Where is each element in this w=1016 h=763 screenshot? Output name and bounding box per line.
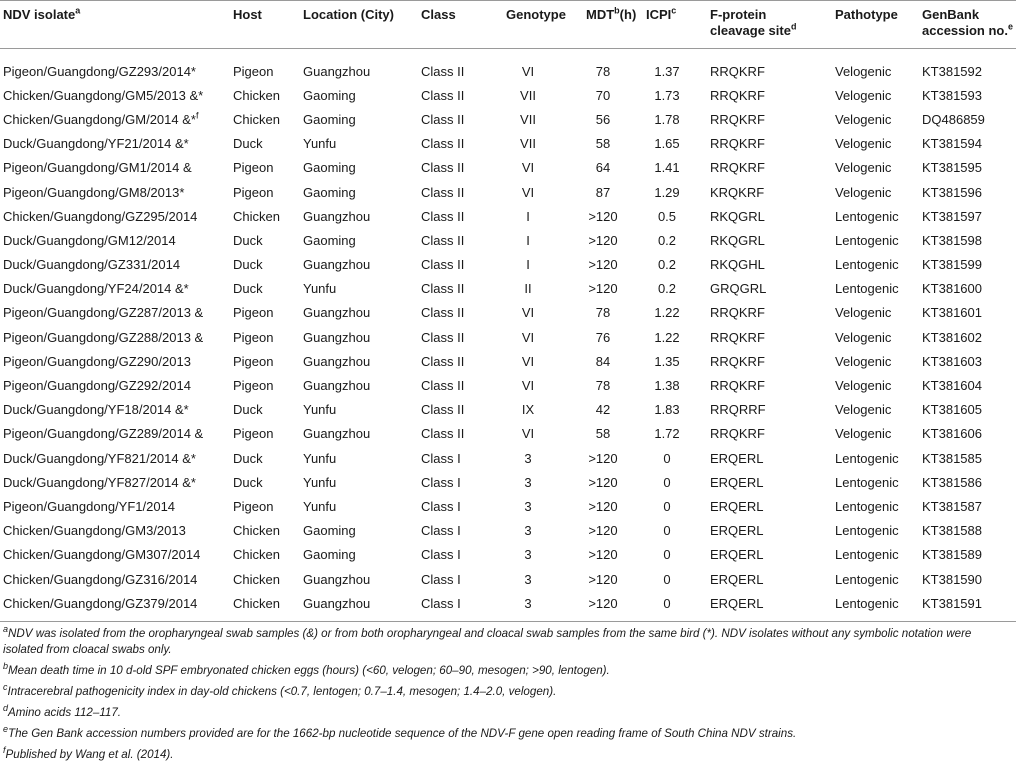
cell-icpi: 0 [663,547,671,563]
cell-class: Class I [421,450,461,466]
cell-cleavage-site: GRQGRL [710,281,767,297]
cell-pathotype: Velogenic [835,329,892,345]
cell-genbank: KT381600 [922,281,982,297]
table-row [0,277,1016,301]
cell-location: Guangzhou [303,426,371,442]
cell-mdt: 70 [595,87,611,103]
cell-genbank: KT381590 [922,571,982,587]
cell-pathotype: Lentogenic [835,498,899,514]
cell-genotype: I [526,208,530,224]
col-icpi: ICPI$^c$ [646,5,677,22]
cell-isolate: Duck/Guangdong/YF18/2014 &* [3,402,189,418]
cell-cleavage-site: RRQKRF [710,378,765,394]
cell-genbank: KT381594 [922,136,982,152]
cell-icpi: 1.22 [654,329,680,345]
table-row [0,543,1016,567]
cell-genotype: I [526,232,530,248]
cell-location: Yunfu [303,402,337,418]
cell-location: Guangzhou [303,257,371,273]
cell-cleavage-site: RRQKRF [710,87,765,103]
cell-pathotype: Lentogenic [835,257,899,273]
cell-host: Duck [233,474,263,490]
cell-isolate: Pigeon/Guangdong/GZ292/2014 [3,378,191,394]
table-header [0,1,1016,49]
cell-class: Class II [421,257,465,273]
cell-pathotype: Velogenic [835,184,892,200]
cell-host: Duck [233,450,263,466]
cell-location: Yunfu [303,474,337,490]
cell-mdt: 58 [595,136,611,152]
table-row [0,132,1016,156]
cell-genotype: 3 [524,474,532,490]
cell-cleavage-site: ERQERL [710,547,764,563]
cell-cleavage-site: RRQKRF [710,160,765,176]
cell-class: Class I [421,523,461,539]
cell-host: Chicken [233,571,280,587]
header-row [0,1,1016,49]
cell-pathotype: Lentogenic [835,523,899,539]
cell-icpi: 0 [663,595,671,611]
cell-host: Duck [233,136,263,152]
table-row [0,107,1016,131]
cell-icpi: 1.73 [654,87,680,103]
cell-location: Gaoming [303,184,356,200]
cell-mdt: 84 [595,353,611,369]
col-host: Host [233,7,262,22]
cell-genotype: VI [521,160,535,176]
cell-genbank: KT381586 [922,474,982,490]
cell-pathotype: Velogenic [835,353,892,369]
cell-cleavage-site: RRQKRF [710,329,765,345]
cell-class: Class II [421,305,465,321]
cell-cleavage-site: ERQERL [710,571,764,587]
cell-genbank: KT381585 [922,450,982,466]
cell-host: Duck [233,232,263,248]
cell-pathotype: Lentogenic [835,547,899,563]
cell-genotype: VI [521,305,535,321]
cell-mdt: >120 [588,450,618,466]
table-row [0,519,1016,543]
cell-genbank: KT381603 [922,353,982,369]
cell-icpi: 1.72 [654,426,680,442]
cell-icpi: 1.35 [654,353,680,369]
cell-genbank: KT381604 [922,378,982,394]
cell-host: Pigeon [233,305,274,321]
cell-mdt: 42 [595,402,611,418]
cell-genbank: KT381589 [922,547,982,563]
cell-isolate: Duck/Guangdong/YF21/2014 &* [3,136,189,152]
cell-location: Gaoming [303,87,356,103]
cell-mdt: 64 [595,160,611,176]
cell-genotype: VI [521,426,535,442]
cell-pathotype: Lentogenic [835,208,899,224]
cell-genotype: VI [521,184,535,200]
cell-class: Class II [421,160,465,176]
cell-location: Gaoming [303,523,356,539]
cell-isolate: Chicken/Guangdong/GZ316/2014 [3,571,198,587]
cell-isolate: Pigeon/Guangdong/GZ289/2014 & [3,426,204,442]
cell-icpi: 1.38 [654,378,680,394]
cell-host: Chicken [233,111,280,127]
cell-mdt: >120 [588,571,618,587]
cell-cleavage-site: ERQERL [710,474,764,490]
cell-pathotype: Lentogenic [835,450,899,466]
cell-pathotype: Velogenic [835,136,892,152]
cell-location: Yunfu [303,450,337,466]
cell-genbank: KT381605 [922,402,982,418]
cell-genbank: KT381587 [922,498,982,514]
cell-isolate: Chicken/Guangdong/GZ295/2014 [3,208,198,224]
cell-location: Guangzhou [303,378,371,394]
cell-location: Yunfu [303,281,337,297]
cell-host: Duck [233,402,263,418]
col-genotype: Genotype [506,7,566,22]
footnote-c: $^c$Intracerebral pathogenicity index in day-old chickens (<0.7, lentogen; 0.7–1.4, mesogen; 1.4–2.0, velogen). [3,682,557,699]
cell-genotype: VI [521,63,535,79]
col-isolate: NDV isolate$^a$ [3,5,81,22]
table-row [0,83,1016,107]
cell-host: Pigeon [233,353,274,369]
cell-cleavage-site: ERQERL [710,450,764,466]
table-row [0,228,1016,252]
cell-genotype: VI [521,378,535,394]
cell-class: Class II [421,63,465,79]
cell-class: Class II [421,426,465,442]
cell-host: Duck [233,281,263,297]
table-row [0,446,1016,470]
cell-isolate: Duck/Guangdong/YF827/2014 &* [3,474,196,490]
cell-cleavage-site: RRQKRF [710,426,765,442]
cell-location: Yunfu [303,136,337,152]
cell-pathotype: Lentogenic [835,232,899,248]
cell-location: Gaoming [303,232,356,248]
cell-icpi: 1.65 [654,136,680,152]
cell-cleavage-site: RRQRRF [710,402,766,418]
cell-host: Pigeon [233,63,274,79]
cell-host: Pigeon [233,498,274,514]
cell-pathotype: Velogenic [835,402,892,418]
cell-pathotype: Lentogenic [835,571,899,587]
footnote-f: $^f$Published by Wang et al. (2014). [3,745,174,762]
cell-class: Class II [421,378,465,394]
cell-isolate: Chicken/Guangdong/GM3/2013 [3,523,186,539]
cell-mdt: >120 [588,208,618,224]
cell-host: Pigeon [233,378,274,394]
cell-mdt: 87 [595,184,611,200]
cell-pathotype: Velogenic [835,87,892,103]
cell-genotype: IX [521,402,535,418]
table-row [0,591,1016,622]
cell-mdt: >120 [588,498,618,514]
cell-genbank: KT381591 [922,595,982,611]
cell-genbank: KT381599 [922,257,982,273]
cell-icpi: 1.78 [654,111,680,127]
cell-icpi: 0.2 [657,281,677,297]
cell-pathotype: Lentogenic [835,595,899,611]
cell-cleavage-site: ERQERL [710,498,764,514]
cell-genotype: VI [521,353,535,369]
footnote-e: $^e$The Gen Bank accession numbers provided are for the 1662-bp nucleotide sequence of the NDV-F gene open reading frame of South China NDV strains. [3,724,797,741]
cell-host: Chicken [233,523,280,539]
cell-class: Class II [421,184,465,200]
cell-host: Pigeon [233,160,274,176]
cell-mdt: 76 [595,329,611,345]
cell-icpi: 0.2 [657,232,677,248]
cell-isolate: Pigeon/Guangdong/GZ287/2013 & [3,305,204,321]
cell-genbank: KT381596 [922,184,982,200]
cell-class: Class II [421,136,465,152]
cell-isolate: Pigeon/Guangdong/GM1/2014 & [3,160,192,176]
cell-cleavage-site: KRQKRF [710,184,765,200]
cell-icpi: 0.2 [657,257,677,273]
cell-host: Pigeon [233,184,274,200]
cell-mdt: >120 [588,281,618,297]
cell-mdt: 56 [595,111,611,127]
cell-cleavage-site: ERQERL [710,523,764,539]
cell-cleavage-site: RRQKRF [710,353,765,369]
cell-genotype: 3 [524,498,532,514]
cell-isolate: Duck/Guangdong/GM12/2014 [3,232,176,248]
table-row [0,422,1016,446]
cell-isolate: Duck/Guangdong/YF24/2014 &* [3,281,189,297]
footnote-d: $^d$Amino acids 112–117. [3,703,122,720]
cell-location: Guangzhou [303,329,371,345]
cell-cleavage-site: RKQGRL [710,232,765,248]
cell-pathotype: Velogenic [835,160,892,176]
cell-cleavage-site: RRQKRF [710,111,765,127]
cell-isolate: Pigeon/Guangdong/GZ290/2013 [3,353,191,369]
cell-pathotype: Velogenic [835,426,892,442]
cell-mdt: 58 [595,426,611,442]
cell-class: Class II [421,353,465,369]
cell-location: Guangzhou [303,571,371,587]
cell-cleavage-site: RKQGRL [710,208,765,224]
col-location: Location (City) [303,7,394,22]
cell-icpi: 1.22 [654,305,680,321]
table-row [0,349,1016,373]
cell-host: Chicken [233,87,280,103]
cell-isolate: Chicken/Guangdong/GZ379/2014 [3,595,198,611]
cell-mdt: >120 [588,232,618,248]
cell-host: Duck [233,257,263,273]
table-row [0,253,1016,277]
table-row [0,373,1016,397]
cell-class: Class II [421,232,465,248]
table-row [0,470,1016,494]
cell-genotype: 3 [524,450,532,466]
cell-genbank: KT381593 [922,87,982,103]
cell-class: Class I [421,547,461,563]
cell-genotype: I [526,257,530,273]
cell-host: Chicken [233,547,280,563]
table-row [0,204,1016,228]
cell-pathotype: Lentogenic [835,474,899,490]
cell-isolate: Chicken/Guangdong/GM/2014 &*$^f$ [3,110,199,127]
cell-location: Guangzhou [303,63,371,79]
cell-class: Class I [421,595,461,611]
cell-icpi: 1.41 [654,160,680,176]
cell-location: Gaoming [303,111,356,127]
cell-isolate: Pigeon/Guangdong/GZ293/2014* [3,63,196,79]
col-cleavage-site: F-protein cleavage site$^d$ [710,7,797,38]
cell-genbank: KT381598 [922,232,982,248]
cell-class: Class II [421,111,465,127]
cell-icpi: 0 [663,523,671,539]
cell-mdt: >120 [588,474,618,490]
cell-genotype: 3 [524,595,532,611]
cell-class: Class II [421,329,465,345]
cell-genbank: KT381601 [922,305,982,321]
cell-icpi: 1.37 [654,63,680,79]
cell-genbank: KT381597 [922,208,982,224]
cell-icpi: 0 [663,474,671,490]
cell-class: Class I [421,498,461,514]
cell-pathotype: Velogenic [835,305,892,321]
cell-pathotype: Velogenic [835,111,892,127]
table-row [0,567,1016,591]
cell-location: Gaoming [303,547,356,563]
cell-genbank: KT381588 [922,523,982,539]
cell-genotype: II [524,281,532,297]
cell-class: Class II [421,208,465,224]
cell-mdt: 78 [595,378,611,394]
cell-host: Pigeon [233,329,274,345]
cell-genotype: VI [521,329,535,345]
cell-genbank: DQ486859 [922,111,985,127]
table-row [0,301,1016,325]
cell-icpi: 1.29 [654,184,680,200]
cell-class: Class II [421,281,465,297]
footnote-b: $^b$Mean death time in 10 d-old SPF embryonated chicken eggs (hours) (<60, velogen; 60–90, mesogen; >90, lentogen). [3,661,610,678]
cell-icpi: 0 [663,450,671,466]
cell-isolate: Chicken/Guangdong/GM307/2014 [3,547,201,563]
cell-isolate: Duck/Guangdong/GZ331/2014 [3,257,181,273]
cell-icpi: 0 [663,571,671,587]
footnote-a: $^a$NDV was isolated from the oropharyngeal swab samples (&) or from both oropharyngeal and cloacal swab samples from the same bird (*). NDV isolates without any symbolic notation were isolated from cloacal swabs only. [3,624,972,657]
cell-mdt: >120 [588,595,618,611]
cell-genotype: VII [520,87,536,103]
cell-location: Guangzhou [303,305,371,321]
col-genbank: GenBank accession no.$^e$ [922,7,1013,38]
cell-location: Guangzhou [303,353,371,369]
cell-class: Class II [421,402,465,418]
table-row [0,325,1016,349]
cell-icpi: 1.83 [654,402,680,418]
col-pathotype: Pathotype [835,7,898,22]
cell-class: Class I [421,571,461,587]
cell-mdt: >120 [588,257,618,273]
col-class: Class [421,7,456,22]
cell-location: Gaoming [303,160,356,176]
cell-icpi: 0 [663,498,671,514]
cell-genotype: VII [520,111,536,127]
footnotes [0,622,1016,763]
cell-genbank: KT381595 [922,160,982,176]
table-row [0,49,1016,84]
cell-class: Class I [421,474,461,490]
cell-genotype: 3 [524,547,532,563]
col-mdt: MDT$^b$(h) [586,5,637,22]
cell-pathotype: Lentogenic [835,281,899,297]
cell-isolate: Chicken/Guangdong/GM5/2013 &* [3,87,204,103]
cell-isolate: Pigeon/Guangdong/GZ288/2013 & [3,329,204,345]
cell-cleavage-site: RRQKRF [710,136,765,152]
cell-genbank: KT381602 [922,329,982,345]
cell-genotype: 3 [524,571,532,587]
cell-genotype: VII [520,136,536,152]
cell-isolate: Pigeon/Guangdong/GM8/2013* [3,184,185,200]
cell-cleavage-site: RKQGHL [710,257,765,273]
cell-pathotype: Velogenic [835,378,892,394]
cell-class: Class II [421,87,465,103]
cell-cleavage-site: RRQKRF [710,63,765,79]
table-row [0,180,1016,204]
cell-host: Chicken [233,208,280,224]
cell-location: Guangzhou [303,208,371,224]
table-row [0,494,1016,518]
cell-icpi: 0.5 [657,208,677,224]
cell-mdt: >120 [588,547,618,563]
table-body [0,49,1016,622]
cell-genotype: 3 [524,523,532,539]
cell-mdt: >120 [588,523,618,539]
cell-location: Yunfu [303,498,337,514]
table-row [0,398,1016,422]
cell-genbank: KT381592 [922,63,982,79]
cell-cleavage-site: RRQKRF [710,305,765,321]
cell-host: Chicken [233,595,280,611]
cell-host: Pigeon [233,426,274,442]
cell-isolate: Pigeon/Guangdong/YF1/2014 [3,498,176,514]
cell-cleavage-site: ERQERL [710,595,764,611]
cell-mdt: 78 [595,305,611,321]
table-row [0,156,1016,180]
cell-mdt: 78 [595,63,611,79]
cell-isolate: Duck/Guangdong/YF821/2014 &* [3,450,196,466]
cell-pathotype: Velogenic [835,63,892,79]
cell-genbank: KT381606 [922,426,982,442]
cell-location: Guangzhou [303,595,371,611]
